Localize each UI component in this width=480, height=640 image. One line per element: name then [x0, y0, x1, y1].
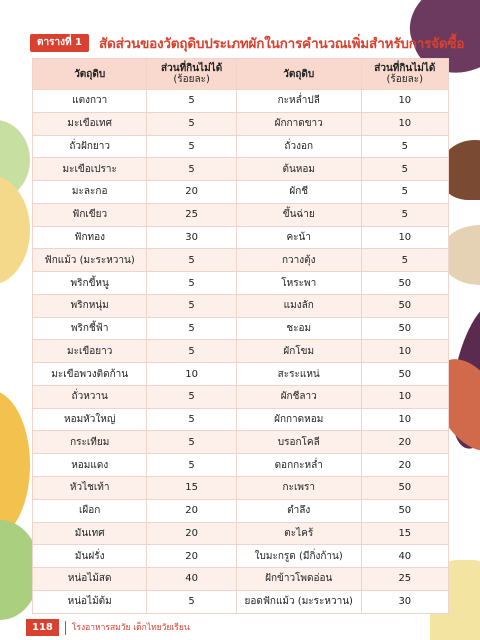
ingredient-name: พริกหนุ่ม	[33, 294, 147, 317]
inedible-percent: 40	[147, 568, 236, 591]
ingredient-name: มะเขือยาว	[33, 340, 147, 363]
table-row	[33, 499, 449, 522]
table-row	[33, 408, 449, 431]
ingredient-name: ฟักแม้ว (มะระหวาน)	[33, 249, 147, 272]
ingredient-name: ถั่วงอก	[236, 135, 361, 158]
inedible-percent: 30	[361, 590, 448, 613]
table-row	[33, 181, 449, 204]
ingredient-name: ฝักข้าวโพดอ่อน	[236, 568, 361, 591]
table-row	[33, 363, 449, 386]
ingredient-name: ผักชี	[236, 181, 361, 204]
inedible-percent: 50	[361, 499, 448, 522]
ingredient-name: ดอกกะหล่ำ	[236, 454, 361, 477]
ingredient-name: มะละกอ	[33, 181, 147, 204]
table-row	[33, 431, 449, 454]
inedible-percent: 20	[147, 545, 236, 568]
inedible-percent: 10	[361, 340, 448, 363]
header-ingredient: วัตถุดิบ	[33, 59, 147, 90]
inedible-percent: 5	[147, 385, 236, 408]
inedible-percent: 50	[361, 317, 448, 340]
inedible-percent: 5	[147, 158, 236, 181]
ingredient-name: สะระแหน่	[236, 363, 361, 386]
inedible-percent: 20	[147, 181, 236, 204]
table-row	[33, 590, 449, 613]
inedible-percent: 10	[361, 226, 448, 249]
table-header-row	[33, 59, 449, 90]
table-row	[33, 568, 449, 591]
inedible-percent: 5	[147, 340, 236, 363]
inedible-percent: 10	[361, 90, 448, 113]
ingredient-name: ผักโขม	[236, 340, 361, 363]
ingredient-name: หัวไชเท้า	[33, 477, 147, 500]
inedible-percent: 5	[361, 158, 448, 181]
inedible-percent: 10	[361, 408, 448, 431]
table-row	[33, 317, 449, 340]
ingredient-name: กะเพรา	[236, 477, 361, 500]
inedible-percent: 50	[361, 363, 448, 386]
vegetable-waste-table	[32, 58, 449, 614]
table-row	[33, 249, 449, 272]
inedible-percent: 20	[361, 431, 448, 454]
ingredient-name: เผือก	[33, 499, 147, 522]
inedible-percent: 5	[147, 408, 236, 431]
table-row	[33, 90, 449, 113]
table-row	[33, 158, 449, 181]
inedible-percent: 50	[361, 477, 448, 500]
table-row	[33, 203, 449, 226]
inedible-percent: 40	[361, 545, 448, 568]
inedible-percent: 5	[147, 294, 236, 317]
inedible-percent: 5	[147, 454, 236, 477]
table-row	[33, 272, 449, 295]
ingredient-name: ฟักเขียว	[33, 203, 147, 226]
inedible-percent: 25	[361, 568, 448, 591]
inedible-percent: 5	[147, 112, 236, 135]
ingredient-name: โหระพา	[236, 272, 361, 295]
ingredient-name: มะเขือเทศ	[33, 112, 147, 135]
ingredient-name: ผักกาดขาว	[236, 112, 361, 135]
ingredient-name: ใบมะกรูด (มีกิ่งก้าน)	[236, 545, 361, 568]
table-row	[33, 522, 449, 545]
table-caption	[30, 34, 464, 52]
ingredient-name: แตงกวา	[33, 90, 147, 113]
ingredient-name: หน่อไม้ต้ม	[33, 590, 147, 613]
header-inedible-pct-2	[361, 59, 448, 90]
inedible-percent: 5	[361, 181, 448, 204]
header-inedible-label-2: ส่วนที่กินไม่ได้	[374, 63, 436, 74]
ingredient-name: กระเทียม	[33, 431, 147, 454]
inedible-percent: 5	[361, 203, 448, 226]
ingredient-name: มะเขือเปราะ	[33, 158, 147, 181]
inedible-percent: 5	[361, 249, 448, 272]
ingredient-name: ชะอม	[236, 317, 361, 340]
ingredient-name: ผักชีลาว	[236, 385, 361, 408]
inedible-percent: 15	[361, 522, 448, 545]
pumpkin-illustration	[0, 390, 30, 540]
ingredient-name: ฟักทอง	[33, 226, 147, 249]
ingredient-name: หอมแดง	[33, 454, 147, 477]
inedible-percent: 5	[147, 135, 236, 158]
inedible-percent: 20	[147, 499, 236, 522]
ingredient-name: หน่อไม้สด	[33, 568, 147, 591]
header-unit-2: (ร้อยละ)	[386, 74, 424, 85]
table-body	[33, 90, 449, 614]
inedible-percent: 5	[147, 249, 236, 272]
table-row	[33, 545, 449, 568]
table-row	[33, 454, 449, 477]
ingredient-name: พริกขี้หนู	[33, 272, 147, 295]
table-row	[33, 477, 449, 500]
table-row	[33, 226, 449, 249]
table-title: สัดส่วนของวัตถุดิบประเภทผักในการคำนวณเพิ่มสำหรับการจัดซื้อ	[99, 36, 465, 52]
ingredient-name: มันเทศ	[33, 522, 147, 545]
ingredient-name: คะน้า	[236, 226, 361, 249]
inedible-percent: 15	[147, 477, 236, 500]
table-row	[33, 385, 449, 408]
inedible-percent: 50	[361, 272, 448, 295]
publication-title: โรงอาหารสมวัย เด็กไทยวัยเรียน	[65, 621, 190, 635]
table-row	[33, 294, 449, 317]
table-row	[33, 135, 449, 158]
inedible-percent: 5	[147, 272, 236, 295]
inedible-percent: 20	[361, 454, 448, 477]
ingredient-name: พริกชี้ฟ้า	[33, 317, 147, 340]
inedible-percent: 25	[147, 203, 236, 226]
header-unit: (ร้อยละ)	[173, 74, 210, 85]
ingredient-name: ยอดฟักแม้ว (มะระหวาน)	[236, 590, 361, 613]
inedible-percent: 5	[361, 135, 448, 158]
ingredient-name: มันฝรั่ง	[33, 545, 147, 568]
ingredient-name: มะเขือพวงติดก้าน	[33, 363, 147, 386]
table-row	[33, 112, 449, 135]
inedible-percent: 50	[361, 294, 448, 317]
inedible-percent: 10	[147, 363, 236, 386]
ingredient-name: ตำลึง	[236, 499, 361, 522]
page-number: 118	[26, 619, 59, 636]
table-row	[33, 340, 449, 363]
inedible-percent: 5	[147, 590, 236, 613]
ingredient-name: แมงลัก	[236, 294, 361, 317]
squash-illustration	[0, 175, 30, 285]
ingredient-name: กะหล่ำปลี	[236, 90, 361, 113]
inedible-percent: 10	[361, 385, 448, 408]
ingredient-name: กวางตุ้ง	[236, 249, 361, 272]
ingredient-name: หอมหัวใหญ่	[33, 408, 147, 431]
ingredient-name: ขึ้นฉ่าย	[236, 203, 361, 226]
inedible-percent: 5	[147, 317, 236, 340]
ingredient-name: ต้นหอม	[236, 158, 361, 181]
table-number-badge: ตารางที่ 1	[30, 34, 89, 52]
ingredient-name: ถั่วหวาน	[33, 385, 147, 408]
ingredient-name: ถั่วฝักยาว	[33, 135, 147, 158]
ingredient-name: ผักกาดหอม	[236, 408, 361, 431]
ingredient-name: ตะไคร้	[236, 522, 361, 545]
ingredient-name: บรอกโคลี	[236, 431, 361, 454]
inedible-percent: 5	[147, 90, 236, 113]
inedible-percent: 20	[147, 522, 236, 545]
inedible-percent: 30	[147, 226, 236, 249]
header-inedible-label: ส่วนที่กินไม่ได้	[161, 63, 223, 74]
inedible-percent: 10	[361, 112, 448, 135]
inedible-percent: 5	[147, 431, 236, 454]
header-ingredient-2: วัตถุดิบ	[236, 59, 361, 90]
page-footer	[26, 619, 190, 636]
header-inedible-pct	[147, 59, 236, 90]
